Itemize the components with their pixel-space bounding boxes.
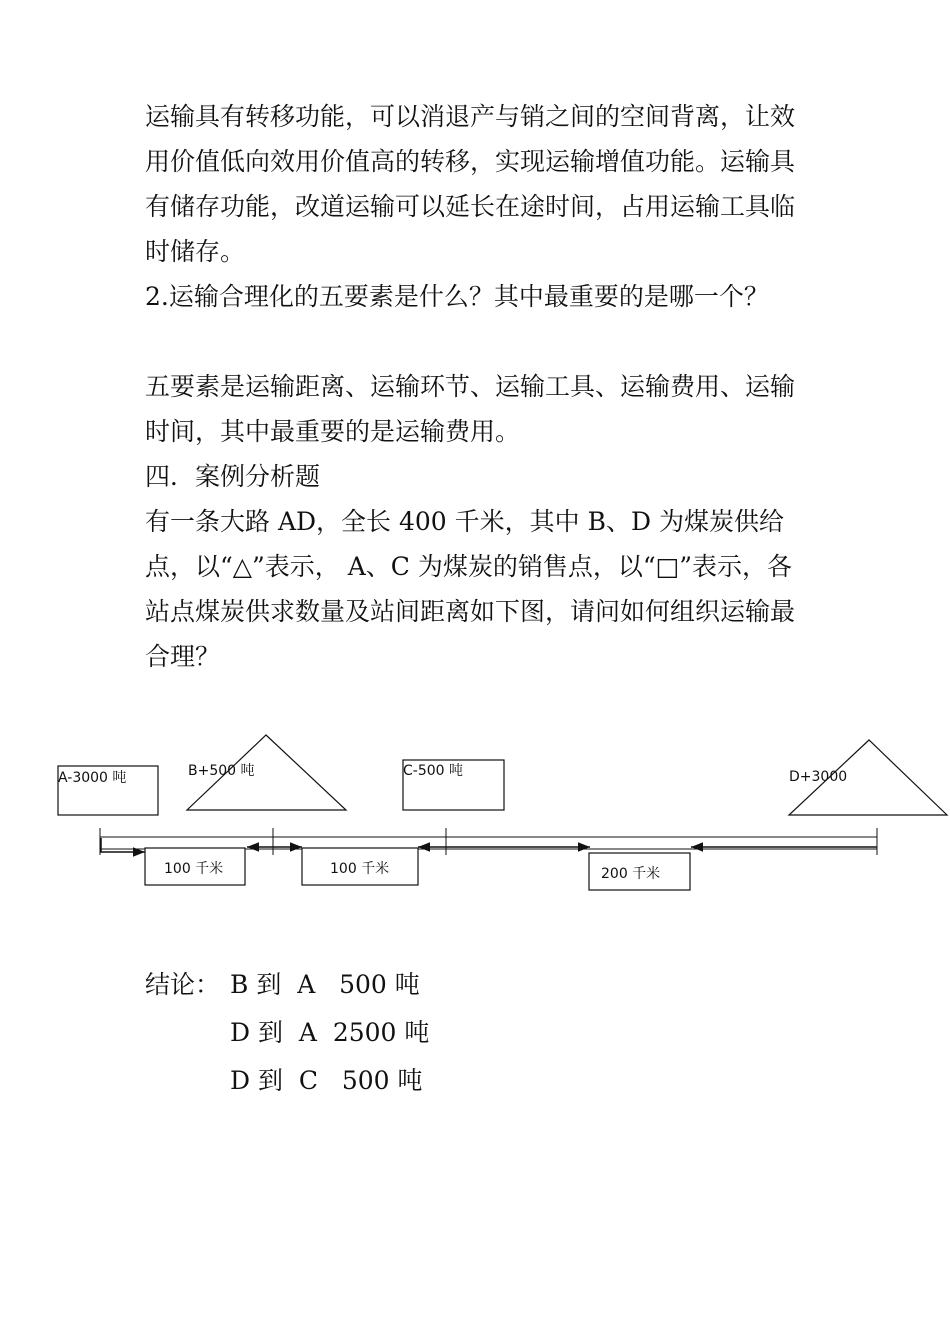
distance-label-cd: 200 千米: [601, 866, 661, 882]
conclusion-line-1: B 到 A 500 吨: [230, 970, 420, 999]
node-d-label: D+3000: [789, 769, 848, 785]
conclusion-line-3: D 到 C 500 吨: [230, 1066, 423, 1095]
flow-arrow-into-a: [101, 838, 145, 852]
section-heading-case-analysis: 四．案例分析题: [145, 462, 321, 491]
node-c-label: C-500 吨: [403, 763, 463, 779]
conclusion-line-2: D 到 A 2500 吨: [230, 1018, 430, 1047]
paragraph-transport-functions: 运输具有转移功能，可以消退产与销之间的空间背离，让效用价值低向效用价值高的转移，实现运输增值功能。运输具有储存功能，改道运输可以延长在途时间，占用运输工具临时储存。: [145, 102, 796, 266]
distance-label-ab: 100 千米: [164, 861, 224, 877]
case-description: 有一条大路 AD，全长 400 千米，其中 B、D 为煤炭供给点，以“△”表示， A、C 为煤炭的销售点，以“□”表示，各站点煤炭供求数量及站间距离如下图，请问如何组织运输最合理？: [145, 507, 796, 671]
transport-diagram: [0, 720, 950, 920]
distance-label-bc: 100 千米: [330, 861, 390, 877]
question-2: 2.运输合理化的五要素是什么？其中最重要的是哪一个？: [145, 282, 769, 311]
answer-2: 五要素是运输距离、运输环节、运输工具、运输费用、运输时间，其中最重要的是运输费用。: [145, 372, 796, 446]
conclusion-label: 结论：: [145, 970, 221, 999]
node-a-label: A-3000 吨: [58, 770, 127, 786]
node-b-label: B+500 吨: [188, 763, 255, 779]
